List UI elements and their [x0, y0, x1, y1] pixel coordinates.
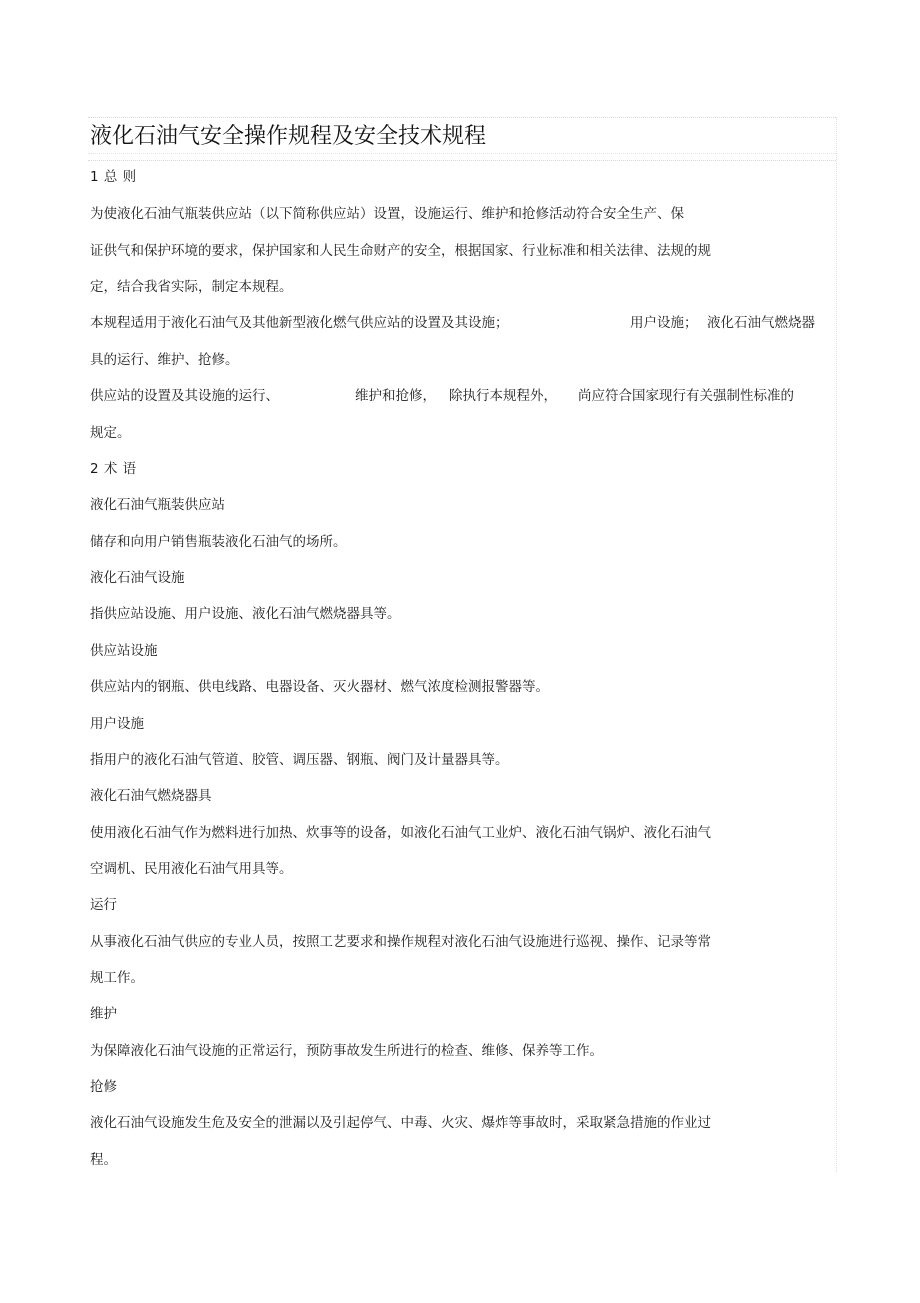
term-name: 用户设施 [90, 716, 144, 732]
term-definition: 指供应站设施、用户设施、液化石油气燃烧器具等。 [90, 606, 401, 622]
paragraph-2-line-2: 具的运行、维护、抢修。 [90, 352, 239, 368]
term-definition: 为保障液化石油气设施的正常运行，预防事故发生所进行的检查、维修、保养等工作。 [90, 1043, 603, 1059]
section-1-heading: 1 总 则 [90, 169, 137, 185]
paragraph-1-line-3: 定，结合我省实际，制定本规程。 [90, 279, 293, 295]
document-title: 液化石油气安全操作规程及安全技术规程 [90, 124, 487, 149]
term-definition: 供应站内的钢瓶、供电线路、电器设备、灭火器材、燃气浓度检测报警器等。 [90, 679, 549, 695]
term-definition: 储存和向用户销售瓶装液化石油气的场所。 [90, 534, 347, 550]
term-name: 抢修 [90, 1079, 117, 1095]
paragraph-2-segment-c: 液化石油气燃烧器 [707, 315, 815, 331]
term-name: 液化石油气燃烧器具 [90, 788, 212, 804]
paragraph-3-segment-d: 尚应符合国家现行有关强制性标准的 [578, 388, 794, 404]
term-name: 运行 [90, 897, 117, 913]
term-name: 供应站设施 [90, 643, 158, 659]
paragraph-1-line-1: 为使液化石油气瓶装供应站（以下简称供应站）设置，设施运行、维护和抢修活动符合安全生产、保 [90, 206, 684, 222]
term-definition: 从事液化石油气供应的专业人员，按照工艺要求和操作规程对液化石油气设施进行巡视、操作、记录等常 [90, 934, 711, 950]
paragraph-3-line-2: 规定。 [90, 425, 131, 441]
paragraph-3-segment-b: 维护和抢修， [355, 388, 436, 404]
term-name: 维护 [90, 1006, 117, 1022]
term-definition: 液化石油气设施发生危及安全的泄漏以及引起停气、中毒、火灾、爆炸等事故时，采取紧急措施的作业过 [90, 1115, 711, 1131]
term-name: 液化石油气设施 [90, 570, 185, 586]
term-definition: 使用液化石油气作为燃料进行加热、炊事等的设备，如液化石油气工业炉、液化石油气锅炉、液化石油气 [90, 825, 711, 841]
paragraph-3-segment-a: 供应站的设置及其设施的运行、 [90, 388, 279, 404]
paragraph-3-segment-c: 除执行本规程外， [449, 388, 557, 404]
paragraph-1-line-2: 证供气和保护环境的要求，保护国家和人民生命财产的安全，根据国家、行业标准和相关法律、法规的规 [90, 243, 711, 259]
paragraph-2-segment-a: 本规程适用于液化石油气及其他新型液化燃气供应站的设置及其设施； [90, 315, 509, 331]
term-definition: 程。 [90, 1152, 117, 1168]
term-name: 液化石油气瓶装供应站 [90, 497, 225, 513]
term-definition: 空调机、民用液化石油气用具等。 [90, 861, 293, 877]
paragraph-2-segment-b: 用户设施； [630, 315, 698, 331]
term-definition: 规工作。 [90, 970, 144, 986]
right-margin-rule [836, 117, 837, 1172]
term-definition: 指用户的液化石油气管道、胶管、调压器、钢瓶、阀门及计量器具等。 [90, 752, 509, 768]
section-2-heading: 2 术 语 [90, 461, 137, 477]
